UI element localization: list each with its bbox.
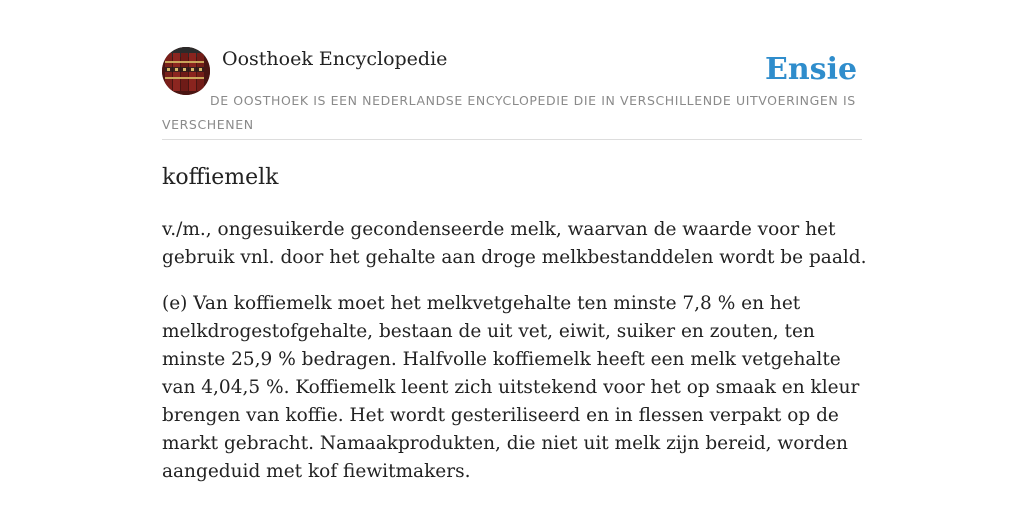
entry-title: koffiemelk xyxy=(162,165,279,190)
brand-logo[interactable]: Ensie xyxy=(765,52,858,87)
source-title[interactable]: Oosthoek Encyclopedie xyxy=(222,48,448,70)
header-divider xyxy=(162,139,862,140)
body-paragraph: (e) Van koffiemelk moet het melkvetgehalte ten minste 7,8 % en het melkdrogestofgehalte, bestaan de uit vet, eiwit, suiker en zouten, ten minste 25,9 % bedragen. Halfvolle koffiemelk heeft een melk vetgehalte van 4,04,5 %. Koffiemelk leent zich uitstekend voor het op smaak en kleur brengen van koffie. Het wordt gesteriliseerd en in flessen verpakt op de markt gebracht. Namaakprodukten, die niet uit melk zijn bereid, worden aangeduid met kof fiewitmakers. xyxy=(162,293,860,482)
encyclopedia-books-icon[interactable] xyxy=(162,47,210,95)
source-description: DE OOSTHOEK IS EEN NEDERLANDSE ENCYCLOPEDIE DIE IN VERSCHILLENDE UITVOERINGEN IS VERSCHENEN xyxy=(162,93,856,132)
definition-paragraph: v./m., ongesuikerde gecondenseerde melk, waarvan de waarde voor het gebruik vnl. door het gehalte aan droge melkbestanddelen wordt be paald. xyxy=(162,219,867,268)
